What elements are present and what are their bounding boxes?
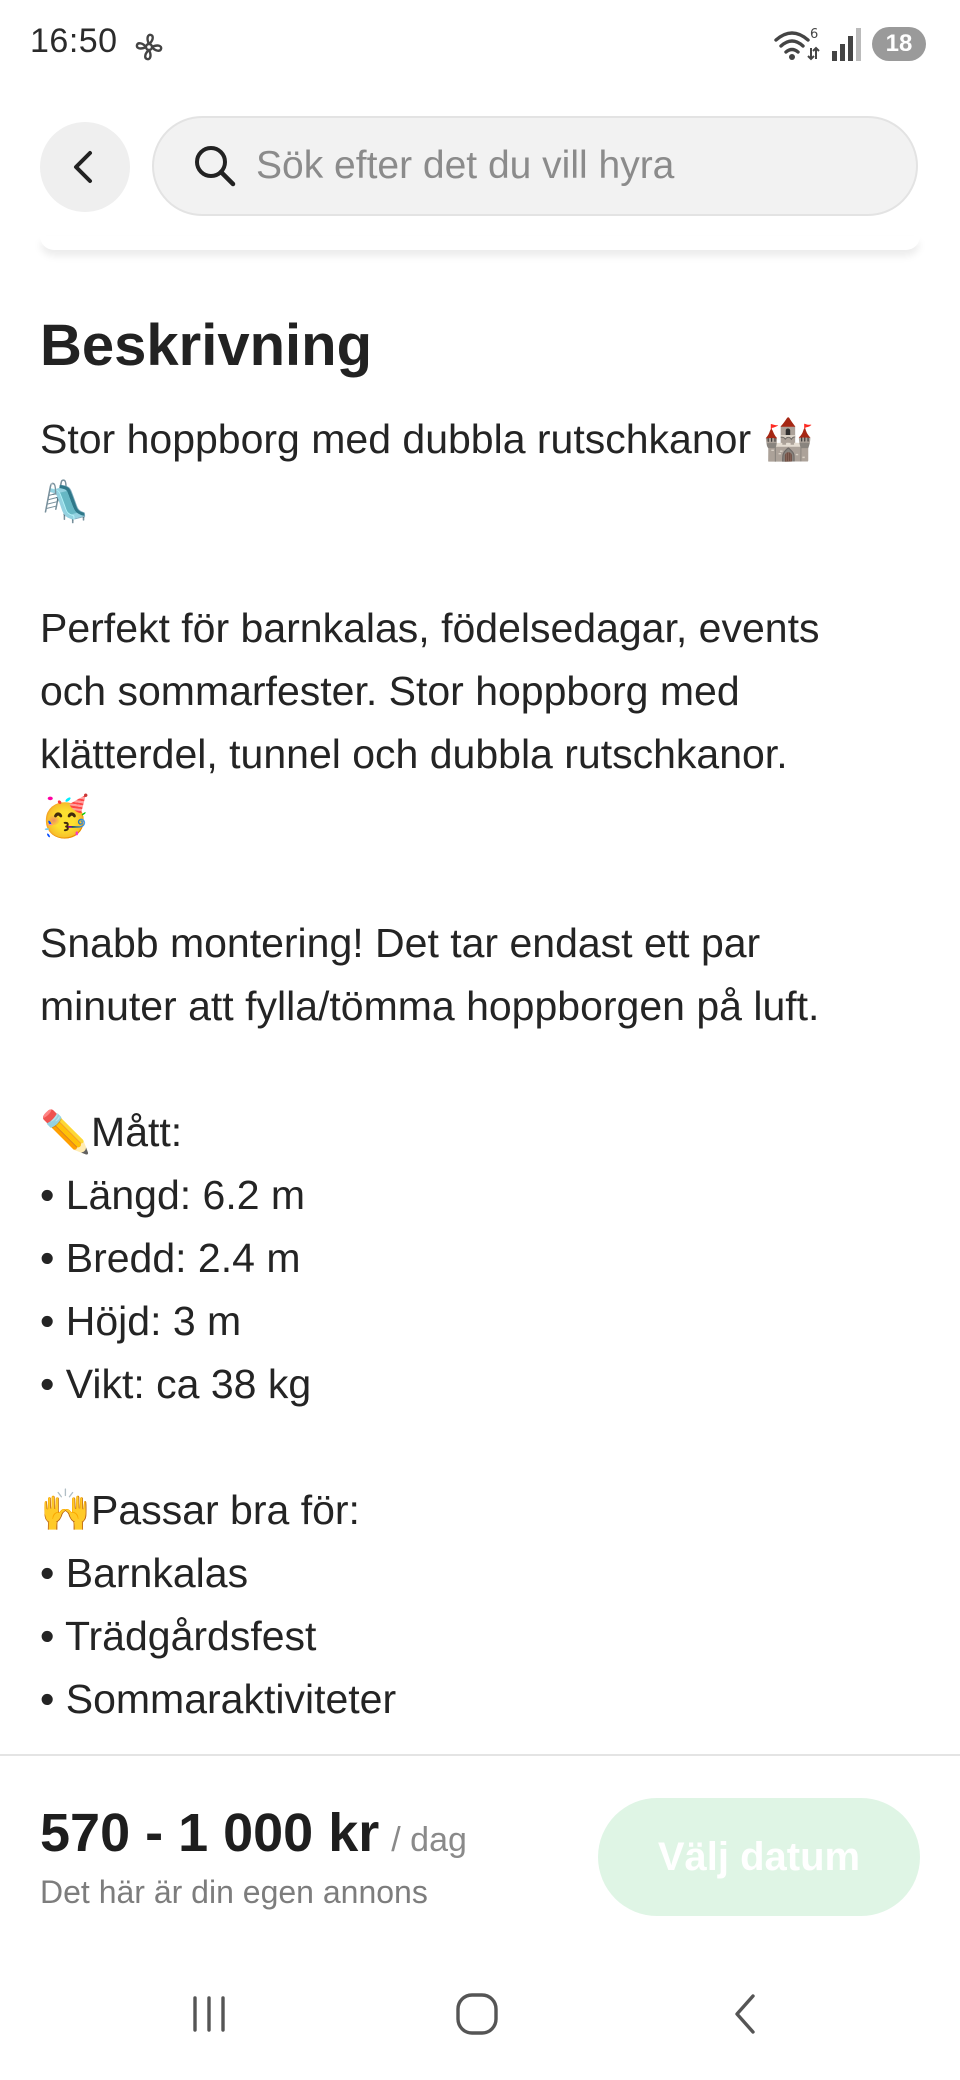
suitable-for-item: • Barnkalas	[40, 1550, 249, 1596]
status-indicators	[772, 26, 926, 62]
measurements-heading: ✏️Mått:	[40, 1109, 183, 1155]
signal-icon	[830, 27, 862, 61]
description-text	[40, 408, 920, 1731]
measurement-item: • Längd: 6.2 m	[40, 1172, 306, 1218]
booking-bar	[0, 1754, 960, 1948]
wifi-badge: 6	[810, 27, 819, 42]
measurement-item: • Höjd: 3 m	[40, 1298, 242, 1344]
suitable-for-item: • Sommaraktiviteter	[40, 1676, 397, 1722]
price: 570 - 1 000 kr	[40, 1803, 380, 1863]
status-bar	[0, 0, 960, 90]
party-face-emoji: 🥳	[40, 794, 90, 840]
wifi-icon	[772, 26, 820, 62]
choose-date-button[interactable]: Välj datum	[598, 1798, 920, 1916]
search-icon	[190, 141, 240, 191]
section-title: Beskrivning	[40, 313, 372, 378]
back-icon	[725, 1992, 769, 2036]
description-line: Snabb montering! Det tar endast ett par	[40, 920, 761, 966]
fan-icon	[134, 32, 164, 62]
search-input[interactable]	[152, 116, 918, 216]
description-line	[40, 849, 920, 912]
description-line	[40, 1416, 920, 1479]
description-line: klätterdel, tunnel och dubbla rutschkanor.	[40, 731, 788, 777]
status-time: 16:50	[30, 22, 118, 60]
own-listing-note: Det här är din egen annons	[40, 1874, 428, 1910]
recent-apps-icon	[187, 1992, 231, 2036]
system-nav-bar	[0, 1948, 960, 2080]
measurement-item: • Bredd: 2.4 m	[40, 1235, 301, 1281]
back-button[interactable]	[40, 122, 130, 212]
description-line: minuter att fylla/tömma hoppborgen på luft.	[40, 983, 820, 1029]
home-button[interactable]	[432, 1984, 522, 2044]
description-line: och sommarfester. Stor hoppborg med	[40, 668, 740, 714]
description-line	[40, 534, 920, 597]
battery-indicator: 18	[872, 27, 926, 61]
description-line: Stor hoppborg med dubbla rutschkanor 🏰	[40, 416, 814, 462]
description-line	[40, 1038, 920, 1101]
suitable-for-heading: 🙌Passar bra för:	[40, 1487, 360, 1533]
price-unit: / dag	[391, 1821, 467, 1859]
card-edge	[40, 236, 920, 250]
price-row	[40, 1802, 467, 1864]
search-placeholder: Sök efter det du vill hyra	[256, 144, 675, 187]
suitable-for-item: • Trädgårdsfest	[40, 1613, 317, 1659]
description-line: Perfekt för barnkalas, födelsedagar, events	[40, 605, 820, 651]
slide-emoji: 🛝	[40, 479, 90, 525]
home-icon	[453, 1990, 501, 2038]
measurement-item: • Vikt: ca 38 kg	[40, 1361, 312, 1407]
recent-apps-button[interactable]	[164, 1984, 254, 2044]
system-back-button[interactable]	[702, 1984, 792, 2044]
chevron-left-icon	[65, 147, 105, 187]
